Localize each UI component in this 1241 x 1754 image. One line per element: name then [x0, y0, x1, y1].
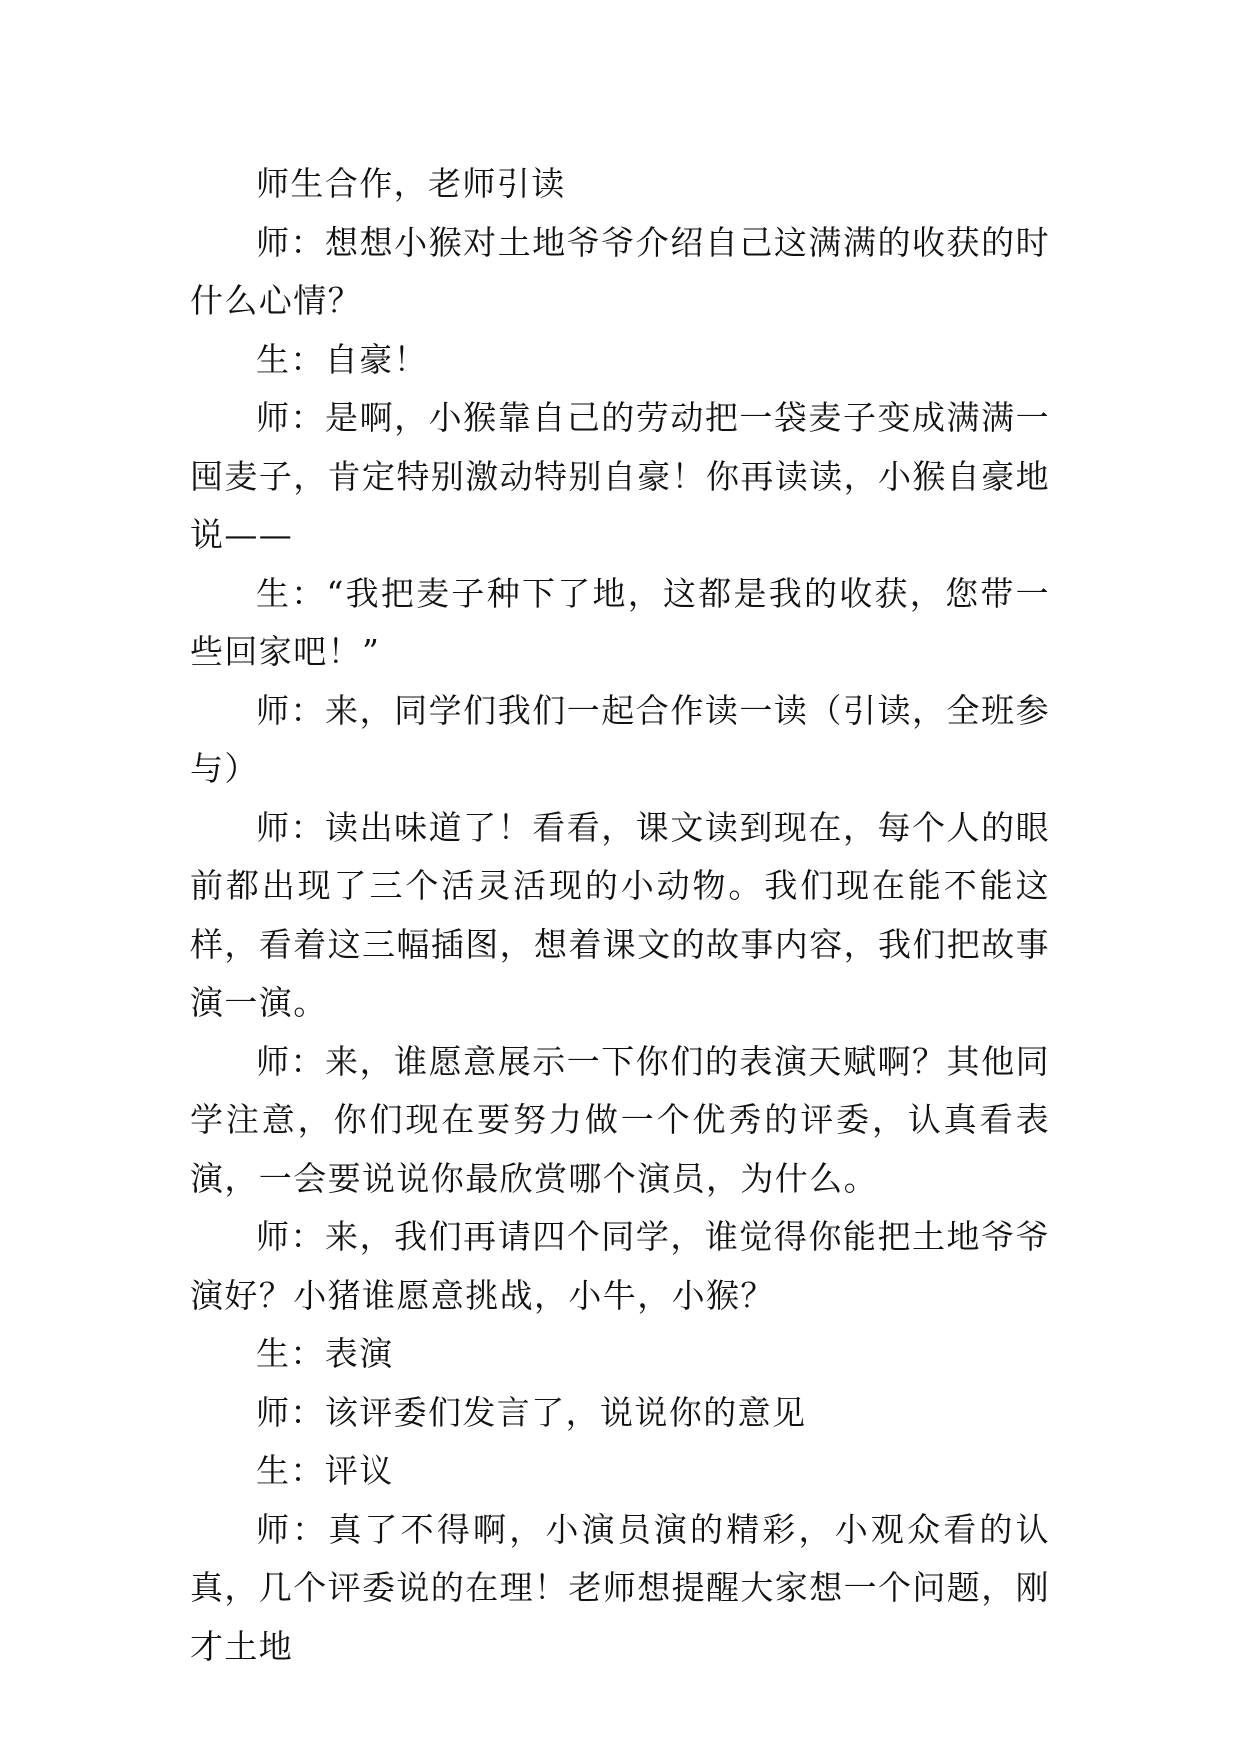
paragraph-student-comment: 生：评议	[256, 1451, 394, 1490]
paragraph-teacher-act-out: 师：读出味道了！看看，课文读到现在，每个人的眼前都出现了三个活灵活现的小动物。我们现在能不能这样，看着这三幅插图，想着课文的故事内容，我们把故事演一演。	[190, 807, 1050, 1022]
paragraph-teacher-praise: 师：是啊，小猴靠自己的劳动把一袋麦子变成满满一囤麦子，肯定特别激动特别自豪！你再读读，小猴自豪地说——	[190, 398, 1050, 554]
document-page	[190, 155, 1050, 1676]
paragraph-intro: 师生合作，老师引读	[256, 164, 566, 203]
paragraph-teacher-judges: 师：来，谁愿意展示一下你们的表演天赋啊？其他同学注意，你们现在要努力做一个优秀的评委，认真看表演，一会要说说你最欣赏哪个演员，为什么。	[190, 1041, 1050, 1198]
paragraph-student-reading: 生：“我把麦子种下了地，这都是我的收获，您带一些回家吧！”	[190, 573, 1050, 671]
paragraph-teacher-judges-speak: 师：该评委们发言了，说说你的意见	[256, 1392, 807, 1432]
paragraph-teacher-group-read: 师：来，同学们我们一起合作读一读（引读，全班参与）	[190, 690, 1050, 788]
paragraph-teacher-four-students: 师：来，我们再请四个同学，谁觉得你能把土地爷爷演好？小猪谁愿意挑战，小牛，小猴？	[190, 1217, 1050, 1315]
paragraph-teacher-summary: 师：真了不得啊，小演员演的精彩，小观众看的认真，几个评委说的在理！老师想提醒大家想一个问题，刚才土地	[190, 1509, 1050, 1666]
paragraph-teacher-question: 师：想想小猴对土地爷爷介绍自己这满满的收获的时什么心情？	[190, 222, 1050, 320]
paragraph-student-answer: 生：自豪！	[256, 339, 428, 379]
paragraph-student-perform: 生：表演	[256, 1334, 394, 1373]
